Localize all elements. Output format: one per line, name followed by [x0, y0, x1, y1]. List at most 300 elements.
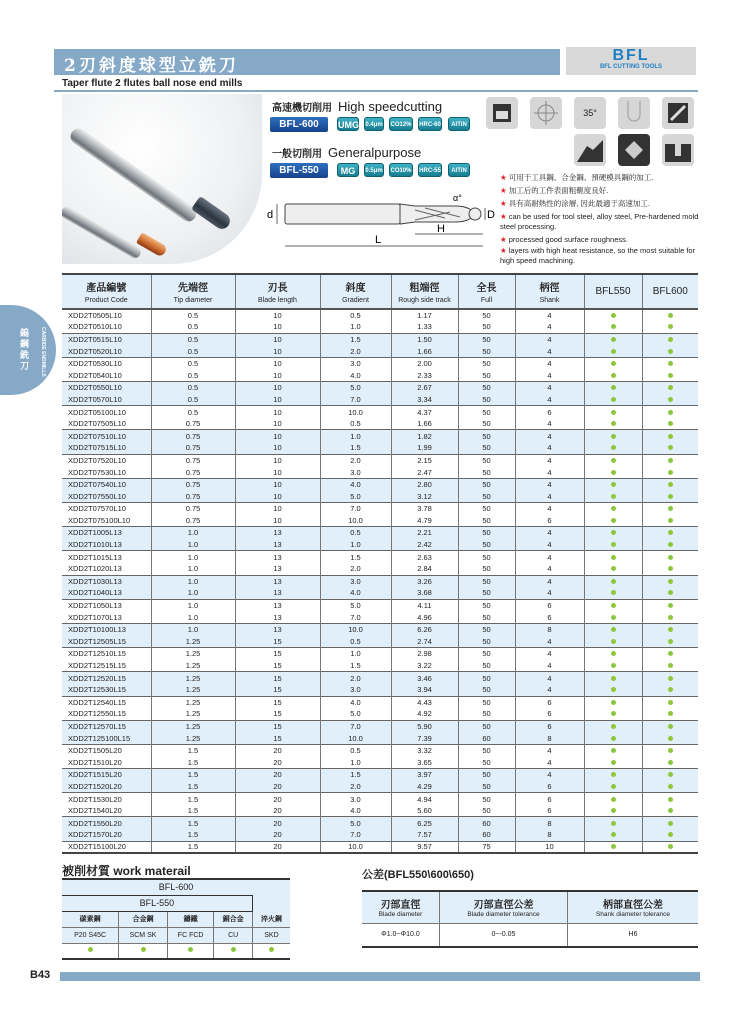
page-title-cn: 2刃斜度球型立銑刀: [64, 56, 239, 76]
table-cell: 2.00: [391, 357, 458, 369]
availability-cell: [642, 551, 698, 563]
table-cell: 5.60: [391, 805, 458, 817]
table-cell: 50: [458, 369, 515, 381]
side-tab-label-cn: 鎢鋼銑刀: [20, 328, 30, 371]
available-dot-icon: [668, 434, 673, 439]
table-header-row: [62, 274, 698, 309]
table-cell: 13: [235, 623, 320, 635]
table-cell: XDD2T12570L15: [62, 720, 151, 732]
material-suitability-row: [62, 943, 290, 959]
table-cell: 7.0: [320, 503, 391, 515]
table-row: [62, 394, 698, 406]
chip: 0.4μm: [364, 117, 384, 131]
table-cell: XDD2T1550L20: [62, 817, 151, 829]
table-cell: 60: [458, 732, 515, 744]
table-cell: 2.74: [391, 636, 458, 648]
table-cell: 0.75: [151, 515, 235, 527]
tolerance-header: 刃部直徑 Blade diameter: [378, 900, 423, 919]
tolerance-value: H6: [568, 923, 698, 947]
available-dot-icon: [668, 555, 673, 560]
availability-cell: [642, 515, 698, 527]
table-cell: 4.79: [391, 515, 458, 527]
available-dot-icon: [668, 615, 673, 620]
table-cell: 4: [515, 575, 584, 587]
material-icon: [662, 97, 694, 129]
available-dot-icon: [611, 772, 616, 777]
material-name-row: [62, 911, 290, 927]
column-header-grade: BFL600: [642, 274, 698, 309]
table-cell: 15: [235, 684, 320, 696]
available-dot-icon: [668, 808, 673, 813]
side-tab-label-en: CARBIDE ENDMILLS: [40, 327, 46, 377]
available-dot-icon: [668, 844, 673, 849]
material-name: 碳素鋼: [79, 916, 101, 923]
available-dot-icon: [611, 603, 616, 608]
available-dot-icon: [668, 579, 673, 584]
label-D: D: [487, 209, 495, 221]
table-cell: 50: [458, 756, 515, 768]
available-dot-icon: [611, 494, 616, 499]
table-cell: XDD2T12510L15: [62, 648, 151, 660]
table-cell: XDD2T075100L10: [68, 515, 131, 525]
table-cell: 50: [458, 490, 515, 502]
table-row: [62, 672, 698, 684]
table-cell: 13: [235, 611, 320, 623]
tolerance-header-row: [362, 891, 698, 923]
table-cell: 1.0: [320, 430, 391, 442]
table-cell: 50: [458, 430, 515, 442]
table-cell: 0.5: [151, 309, 235, 321]
available-dot-icon: [668, 832, 673, 837]
tolerance-title: 公差(BFL550\600\650): [362, 869, 474, 881]
tolerance-value: Φ1.0~Φ10.0: [381, 931, 420, 939]
table-cell: 10: [235, 503, 320, 515]
table-cell: XDD2T1515L20: [62, 769, 151, 781]
table-cell: 50: [458, 539, 515, 551]
spec-high-speed: 高速機切削用 High speedcutting: [272, 99, 443, 114]
table-cell: XDD2T07570L10: [62, 503, 151, 515]
table-cell: 50: [458, 587, 515, 599]
table-cell: XDD2T07550L10: [62, 490, 151, 502]
table-cell: 13: [235, 527, 320, 539]
available-dot-icon: [668, 542, 673, 547]
available-dot-icon: [668, 736, 673, 741]
table-cell: 15: [235, 648, 320, 660]
available-dot-icon: [668, 361, 673, 366]
table-cell: 50: [458, 515, 515, 527]
table-cell: 10.0: [320, 515, 391, 527]
available-dot-icon: [611, 639, 616, 644]
available-dot-icon: [611, 784, 616, 789]
table-cell: 50: [458, 793, 515, 805]
availability-cell: [642, 841, 698, 853]
table-cell: XDD2T10100L13: [62, 623, 151, 635]
table-cell: 1.0: [151, 599, 235, 611]
table-cell: 50: [458, 382, 515, 394]
availability-cell: [642, 357, 698, 369]
availability-cell: [584, 684, 642, 696]
table-cell: 1.5: [151, 756, 235, 768]
table-cell: 1.5: [151, 793, 235, 805]
table-cell: 4: [515, 684, 584, 696]
availability-cell: [584, 575, 642, 587]
availability-cell: [584, 793, 642, 805]
chip: AlTiN: [448, 117, 470, 131]
availability-cell: [642, 696, 698, 708]
availability-cell: [642, 563, 698, 575]
table-row: [62, 539, 698, 551]
table-cell: 50: [458, 636, 515, 648]
ball-nose-icon: [618, 97, 650, 129]
material-suitability: [167, 943, 214, 959]
table-cell: 2.84: [391, 563, 458, 575]
table-cell: 4: [515, 636, 584, 648]
table-row: [62, 345, 698, 357]
table-cell: 13: [235, 575, 320, 587]
table-cell: 1.5: [320, 333, 391, 345]
table-cell: 3.0: [320, 575, 391, 587]
available-dot-icon: [611, 832, 616, 837]
table-cell: 1.5: [151, 769, 235, 781]
available-dot-icon: [668, 421, 673, 426]
table-row: [62, 708, 698, 720]
table-cell: 10: [235, 466, 320, 478]
available-dot-icon: [611, 700, 616, 705]
end-mill-image: [67, 125, 199, 224]
table-cell: 1.99: [391, 442, 458, 454]
table-row: [62, 744, 698, 756]
availability-cell: [642, 587, 698, 599]
available-dot-icon: [611, 373, 616, 378]
chip: CO12%: [389, 117, 413, 131]
table-cell: 1.0: [151, 527, 235, 539]
table-cell: 10: [235, 430, 320, 442]
table-cell: 0.5: [320, 309, 391, 321]
table-cell: 15: [235, 720, 320, 732]
cavity-icon: [618, 134, 650, 166]
empty-cell: [252, 895, 290, 911]
availability-cell: [584, 781, 642, 793]
logo-text: BFL: [612, 47, 650, 64]
table-cell: 0.5: [151, 333, 235, 345]
table-cell: 4: [515, 527, 584, 539]
availability-cell: [584, 720, 642, 732]
available-dot-icon: [668, 518, 673, 523]
available-dot-icon: [668, 458, 673, 463]
table-cell: XDD2T12515L15: [68, 661, 126, 671]
label-d: d: [267, 209, 274, 221]
table-cell: 0.5: [151, 321, 235, 333]
table-cell: 4: [515, 551, 584, 563]
feature-item: ★ 加工后的工件表面粗軛度良好.: [500, 186, 609, 195]
table-cell: 1.25: [151, 696, 235, 708]
available-dot-icon: [611, 518, 616, 523]
available-dot-icon: [611, 470, 616, 475]
available-dot-icon: [611, 313, 616, 318]
table-cell: 6: [515, 793, 584, 805]
table-cell: XDD2T15100L20: [62, 841, 151, 853]
table-cell: 1.50: [391, 333, 458, 345]
table-cell: 2.98: [391, 648, 458, 660]
table-cell: 15: [235, 660, 320, 672]
availability-cell: [642, 660, 698, 672]
material-suitability: [119, 943, 168, 959]
table-cell: 4: [515, 660, 584, 672]
column-header: 柄徑 Shank: [515, 274, 584, 309]
tolerance-table: [362, 890, 698, 948]
brand-logo: [566, 47, 696, 75]
table-row: [62, 333, 698, 345]
table-cell: 50: [458, 684, 515, 696]
table-cell: 10: [235, 454, 320, 466]
table-cell: XDD2T1015L13: [62, 551, 151, 563]
table-row: [62, 430, 698, 442]
table-cell: 0.5: [151, 357, 235, 369]
availability-cell: [642, 503, 698, 515]
table-cell: 4.94: [391, 793, 458, 805]
table-cell: 0.75: [151, 442, 235, 454]
table-cell: 10: [235, 478, 320, 490]
table-cell: 2.67: [391, 382, 458, 394]
table-cell: 1.5: [151, 829, 235, 841]
table-cell: 50: [458, 696, 515, 708]
table-cell: 50: [458, 394, 515, 406]
page-number: B43: [30, 969, 51, 981]
table-cell: 10: [235, 406, 320, 418]
table-cell: XDD2T0510L10: [68, 322, 122, 332]
column-header: 產品編號 Product Code: [62, 274, 151, 309]
table-cell: 3.34: [391, 394, 458, 406]
table-cell: 10: [235, 309, 320, 321]
table-row: [62, 684, 698, 696]
table-cell: 20: [235, 793, 320, 805]
table-row: [62, 611, 698, 623]
table-cell: 10: [235, 369, 320, 381]
availability-cell: [642, 805, 698, 817]
table-cell: 10: [235, 442, 320, 454]
availability-cell: [642, 369, 698, 381]
availability-cell: [584, 357, 642, 369]
available-dot-icon: [611, 397, 616, 402]
table-cell: 5.0: [320, 382, 391, 394]
table-cell: XDD2T1070L13: [68, 612, 122, 622]
spec-general: 一般切削用 Generalpurpose: [272, 145, 422, 160]
available-dot-icon: [668, 349, 673, 354]
availability-cell: [584, 345, 642, 357]
divider: [54, 90, 698, 92]
grade-600-row: BFL-600: [62, 879, 290, 895]
work-material-title: 被削材質 work materail: [62, 864, 191, 878]
available-dot-icon: [188, 947, 193, 952]
chip: 0.5μm: [364, 163, 384, 177]
table-cell: 4.0: [320, 805, 391, 817]
table-cell: 0.5: [320, 418, 391, 430]
table-cell: 1.0: [151, 551, 235, 563]
table-cell: 20: [235, 781, 320, 793]
material-code: SKD: [252, 927, 290, 943]
table-cell: 2.63: [391, 551, 458, 563]
feature-item: ★ layers with high heat resistance, so the most suitable for high speed machining.: [500, 246, 696, 265]
table-cell: XDD2T07530L10: [68, 467, 126, 477]
table-row: [62, 756, 698, 768]
table-cell: 1.25: [151, 636, 235, 648]
table-cell: 4.96: [391, 611, 458, 623]
table-cell: 5.0: [320, 817, 391, 829]
table-cell: 4: [515, 454, 584, 466]
availability-cell: [642, 309, 698, 321]
table-row: [62, 551, 698, 563]
table-cell: 50: [458, 357, 515, 369]
availability-cell: [642, 478, 698, 490]
table-cell: 0.5: [151, 382, 235, 394]
table-row: [62, 841, 698, 853]
availability-cell: [584, 756, 642, 768]
column-header: 斜度 Gradient: [320, 274, 391, 309]
available-dot-icon: [611, 445, 616, 450]
availability-cell: [584, 333, 642, 345]
table-cell: 3.0: [320, 793, 391, 805]
availability-cell: [584, 539, 642, 551]
table-cell: 10: [235, 418, 320, 430]
availability-cell: [584, 599, 642, 611]
table-cell: 0.75: [151, 466, 235, 478]
available-dot-icon: [668, 821, 673, 826]
available-dot-icon: [668, 445, 673, 450]
available-dot-icon: [668, 797, 673, 802]
tolerance-header: 刃部直徑公差 Blade diameter tolerance: [439, 891, 567, 923]
available-dot-icon: [611, 421, 616, 426]
product-table: [62, 273, 698, 854]
availability-cell: [642, 406, 698, 418]
footer-bar: [60, 972, 700, 981]
table-cell: 0.5: [151, 345, 235, 357]
table-cell: 5.0: [320, 708, 391, 720]
table-cell: 1.25: [151, 684, 235, 696]
table-cell: 3.26: [391, 575, 458, 587]
table-row: [62, 563, 698, 575]
table-row: [62, 357, 698, 369]
table-cell: 15: [235, 672, 320, 684]
table-cell: XDD2T0540L10: [68, 370, 122, 380]
available-dot-icon: [611, 385, 616, 390]
availability-cell: [642, 623, 698, 635]
table-cell: 6: [515, 611, 584, 623]
table-row: [62, 732, 698, 744]
availability-cell: [642, 636, 698, 648]
table-cell: 50: [458, 454, 515, 466]
table-cell: 8: [515, 817, 584, 829]
table-cell: 4.0: [320, 696, 391, 708]
table-cell: 3.46: [391, 672, 458, 684]
grade-550-row: BFL-550: [62, 895, 252, 911]
availability-cell: [642, 333, 698, 345]
table-cell: 4: [515, 357, 584, 369]
available-dot-icon: [611, 482, 616, 487]
end-mill-dimension-drawing: [265, 190, 495, 255]
feature-item: ★ can be used for tool steel, alloy steel, Pre-hardened mold steel processing.: [500, 212, 699, 231]
table-cell: 20: [235, 817, 320, 829]
table-cell: 50: [458, 575, 515, 587]
availability-cell: [584, 551, 642, 563]
table-cell: 7.39: [391, 732, 458, 744]
material-code: FC FCD: [167, 927, 214, 943]
table-cell: 1.25: [151, 732, 235, 744]
table-row: [62, 587, 698, 599]
available-dot-icon: [668, 711, 673, 716]
table-cell: 3.78: [391, 503, 458, 515]
available-dot-icon: [611, 651, 616, 656]
table-cell: 3.32: [391, 744, 458, 756]
tolerance-value: 0~-0.05: [439, 923, 567, 947]
table-cell: 2.80: [391, 478, 458, 490]
availability-cell: [584, 309, 642, 321]
table-cell: 50: [458, 551, 515, 563]
availability-cell: [642, 708, 698, 720]
table-cell: 50: [458, 720, 515, 732]
table-cell: 4: [515, 442, 584, 454]
table-cell: 50: [458, 769, 515, 781]
table-cell: 50: [458, 418, 515, 430]
chip: HRC-60: [418, 117, 442, 131]
table-cell: 1.5: [151, 817, 235, 829]
available-dot-icon: [611, 676, 616, 681]
column-header-grade: BFL550: [584, 274, 642, 309]
table-cell: 0.5: [151, 394, 235, 406]
table-cell: 7.0: [320, 394, 391, 406]
table-cell: XDD2T07510L10: [62, 430, 151, 442]
availability-cell: [642, 394, 698, 406]
available-dot-icon: [611, 458, 616, 463]
table-cell: 0.75: [151, 478, 235, 490]
available-dot-icon: [668, 410, 673, 415]
availability-cell: [642, 418, 698, 430]
available-dot-icon: [611, 590, 616, 595]
column-header: 全長 Full: [458, 274, 515, 309]
table-cell: 5.0: [320, 490, 391, 502]
table-cell: 10.0: [320, 623, 391, 635]
table-cell: 0.75: [151, 430, 235, 442]
table-row: [62, 636, 698, 648]
table-cell: 75: [458, 841, 515, 853]
availability-cell: [642, 454, 698, 466]
available-dot-icon: [141, 947, 146, 952]
available-dot-icon: [668, 324, 673, 329]
table-cell: 3.68: [391, 587, 458, 599]
table-cell: 50: [458, 478, 515, 490]
availability-cell: [584, 442, 642, 454]
table-cell: 4.11: [391, 599, 458, 611]
chip: HRC-55: [418, 163, 442, 177]
table-cell: 8: [515, 829, 584, 841]
available-dot-icon: [668, 687, 673, 692]
table-cell: 4.29: [391, 781, 458, 793]
available-dot-icon: [611, 542, 616, 547]
table-cell: 6: [515, 599, 584, 611]
table-cell: 50: [458, 321, 515, 333]
table-cell: 1.0: [151, 611, 235, 623]
table-cell: XDD2T1020L13: [68, 564, 122, 574]
table-row: [62, 660, 698, 672]
availability-cell: [584, 430, 642, 442]
available-dot-icon: [611, 615, 616, 620]
table-row: [62, 466, 698, 478]
available-dot-icon: [668, 676, 673, 681]
available-dot-icon: [611, 434, 616, 439]
table-cell: XDD2T1005L13: [62, 527, 151, 539]
availability-cell: [584, 478, 642, 490]
table-cell: 10: [235, 382, 320, 394]
end-mill-image: [62, 205, 143, 260]
